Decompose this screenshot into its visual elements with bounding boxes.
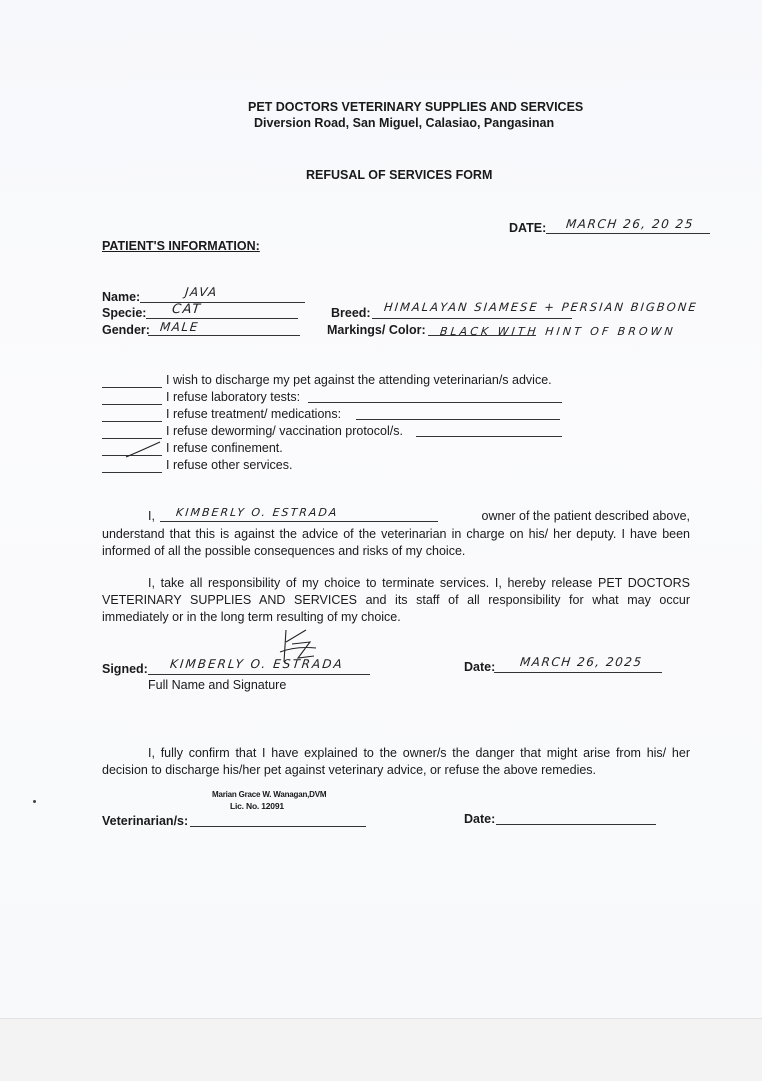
option-discharge: I wish to discharge my pet against the attending veterinarian/s advice. [166,373,552,387]
gender-label: Gender: [102,323,150,337]
date-line [546,233,710,234]
option-detail-line[interactable] [308,402,562,403]
check-mark-icon [124,440,164,460]
signature-caption: Full Name and Signature [148,678,287,692]
markings-value[interactable]: BLACK WITH HINT OF BROWN [439,325,677,338]
statement-paragraph-2: I, take all responsibility of my choice to terminate services. I, hereby release PET DOCTORS VETERINARY SUPPLIES AND SERVICES and its staff of all responsibility for what may occur immediately or in the long term resulting of my choice. [102,576,690,624]
option-laboratory: I refuse laboratory tests: [166,390,301,404]
specie-line [146,318,298,319]
option-blank[interactable] [102,421,162,422]
statement-prefix: I, [148,509,155,523]
signed-value[interactable]: KIMBERLY O. ESTRADA [169,657,345,671]
breed-label: Breed: [331,306,371,320]
signed-date-label: Date: [464,660,496,674]
name-value[interactable]: JAVA [184,285,219,299]
owner-name-value[interactable]: KIMBERLY O. ESTRADA [175,506,340,519]
option-other: I refuse other services. [166,458,293,472]
option-treatment: I refuse treatment/ medications: [166,407,342,421]
patient-section-title: PATIENT'S INFORMATION: [102,239,260,253]
option-deworming: I refuse deworming/ vaccination protocol/s. [166,424,403,438]
signed-date-line [494,672,662,673]
date-label: DATE: [509,221,547,235]
owner-name-line [160,521,438,522]
option-detail-line[interactable] [416,436,562,437]
signature-line [148,674,370,675]
vet-label: Veterinarian/s: [102,814,189,828]
breed-value[interactable]: HIMALAYAN SIAMESE + PERSIAN BIGBONE [383,300,699,314]
option-blank[interactable] [102,438,162,439]
vet-stamp-license: Lic. No. 12091 [230,801,284,811]
markings-label: Markings/ Color: [327,323,426,337]
signed-label: Signed: [102,662,148,676]
company-name: PET DOCTORS VETERINARY SUPPLIES AND SERVICES [248,100,584,114]
option-blank[interactable] [102,404,162,405]
option-confinement: I refuse confinement. [166,441,283,455]
scan-background [0,1018,762,1081]
breed-line [372,318,572,319]
vet-date-label: Date: [464,812,496,826]
name-line [140,302,305,303]
vet-signature-line[interactable] [190,826,366,827]
date-value[interactable]: MARCH 26, 20 25 [565,217,695,231]
gender-line [148,335,300,336]
signed-date-value[interactable]: MARCH 26, 2025 [519,655,644,669]
specie-value[interactable]: CAT [171,302,203,317]
specie-label: Specie: [102,306,147,320]
statement-paragraph-1: understand that this is against the advice of the veterinarian in charge on his/ her deputy. I have been informed of all the possible consequences and risks of my choice. [102,527,690,558]
form-title: REFUSAL OF SERVICES FORM [306,168,493,182]
name-label: Name: [102,290,141,304]
company-address: Diversion Road, San Miguel, Calasiao, Pangasinan [254,116,555,130]
statement-owner-text: owner of the patient described above, [481,509,690,523]
confirmation-paragraph: I, fully confirm that I have explained to the owner/s the danger that might arise from his/ her decision to discharge his/her pet against veterinary advice, or refuse the above remedies. [102,746,690,777]
option-detail-line[interactable] [356,419,560,420]
vet-date-line[interactable] [496,824,656,825]
vet-stamp-name: Marian Grace W. Wanagan,DVM [212,790,327,799]
gender-value[interactable]: MALE [159,320,200,334]
option-blank[interactable] [102,387,162,388]
option-blank[interactable] [102,472,162,473]
scan-speck [33,800,36,803]
